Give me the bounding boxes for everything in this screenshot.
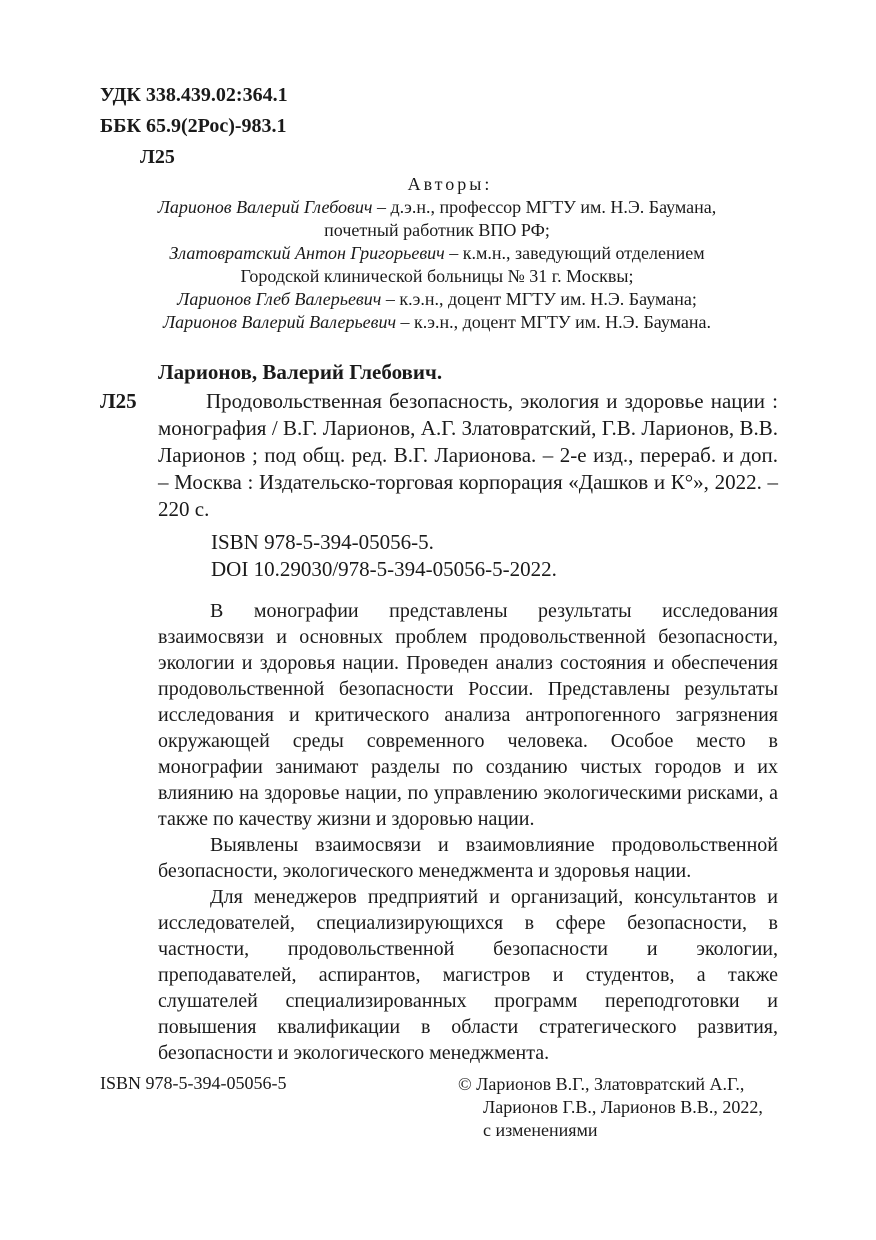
doi: DOI 10.29030/978-5-394-05056-5-2022. bbox=[211, 557, 557, 581]
bbk-code: ББК 65.9(2Рос)-983.1 bbox=[100, 115, 287, 137]
authors-block bbox=[140, 173, 734, 334]
copyright bbox=[458, 1073, 763, 1142]
copyright-line: Ларионов Г.В., Ларионов В.В., 2022, bbox=[483, 1097, 763, 1117]
author-desc-cont: почетный работник ВПО РФ; bbox=[324, 220, 550, 240]
abstract-paragraph: Выявлены взаимосвязи и взаимовлияние продовольственной безопасности, экологического менеджмента и здоровья нации. bbox=[158, 834, 778, 882]
author-name: Ларионов Валерий Валерьевич bbox=[162, 312, 397, 332]
catalog-main-author: Ларионов, Валерий Глебович. bbox=[158, 360, 443, 384]
author-mark: Л25 bbox=[140, 146, 175, 168]
udk-code: УДК 338.439.02:364.1 bbox=[100, 84, 288, 106]
abstract bbox=[158, 598, 778, 1066]
author-desc: – к.э.н., доцент МГТУ им. Н.Э. Баумана; bbox=[381, 289, 697, 309]
classification-codes bbox=[100, 80, 288, 173]
copyright-line: © Ларионов В.Г., Златовратский А.Г., bbox=[458, 1074, 745, 1094]
abstract-paragraph: Для менеджеров предприятий и организаций, консультантов и исследователей, специализирующихся в сфере безопасности, в частности, продовольственной безопасности и экологии, преподавателей, аспирантов, магистров и студентов, а также слушателей специализированных программ переподготовки и повышения квалификации в области стратегического развития, безопасности и экологического менеджмента. bbox=[158, 886, 778, 1064]
author-entry bbox=[140, 288, 734, 311]
author-desc-cont: Городской клинической больницы № 31 г. Москвы; bbox=[240, 266, 634, 286]
author-entry bbox=[140, 196, 734, 219]
author-entry bbox=[140, 311, 734, 334]
bibliographic-description: Продовольственная безопасность, экология и здоровье нации : монография / В.Г. Ларионов, А.Г. Златовратский, Г.В. Ларионов, В.В. Ларионов ; под общ. ред. В.Г. Ларионова. – 2-е изд., перераб. и доп. – Москва : Издательско-торговая корпорация «Дашков и К°», 2022. – 220 с. bbox=[158, 389, 778, 521]
author-name: Ларионов Глеб Валерьевич bbox=[177, 289, 382, 309]
author-name: Златовратский Антон Григорьевич bbox=[169, 243, 445, 263]
identifiers bbox=[211, 529, 557, 583]
author-name: Ларионов Валерий Глебович bbox=[157, 197, 373, 217]
footer-isbn: ISBN 978-5-394-05056-5 bbox=[100, 1073, 287, 1093]
author-desc: – к.э.н., доцент МГТУ им. Н.Э. Баумана. bbox=[396, 312, 712, 332]
isbn: ISBN 978-5-394-05056-5. bbox=[211, 530, 434, 554]
copyright-line: с изменениями bbox=[483, 1120, 598, 1140]
abstract-paragraph: В монографии представлены результаты исследования взаимосвязи и основных проблем продовольственной безопасности, экологии и здоровья нации. Проведен анализ состояния и обеспечения продовольственной безопасности России. Представлены результаты исследования и критического анализа антропогенного загрязнения окружающей среды современного человека. Особое место в монографии занимают разделы по созданию чистых городов и их влиянию на здоровье нации, по управлению экологическими рисками, а также по качеству жизни и здоровью нации. bbox=[158, 600, 778, 830]
author-desc: – к.м.н., заведующий отделением bbox=[444, 243, 705, 263]
author-desc: – д.э.н., профессор МГТУ им. Н.Э. Баумана, bbox=[372, 197, 717, 217]
author-entry bbox=[140, 242, 734, 265]
authors-heading: Авторы: bbox=[407, 174, 493, 194]
catalog-code: Л25 bbox=[100, 389, 137, 413]
